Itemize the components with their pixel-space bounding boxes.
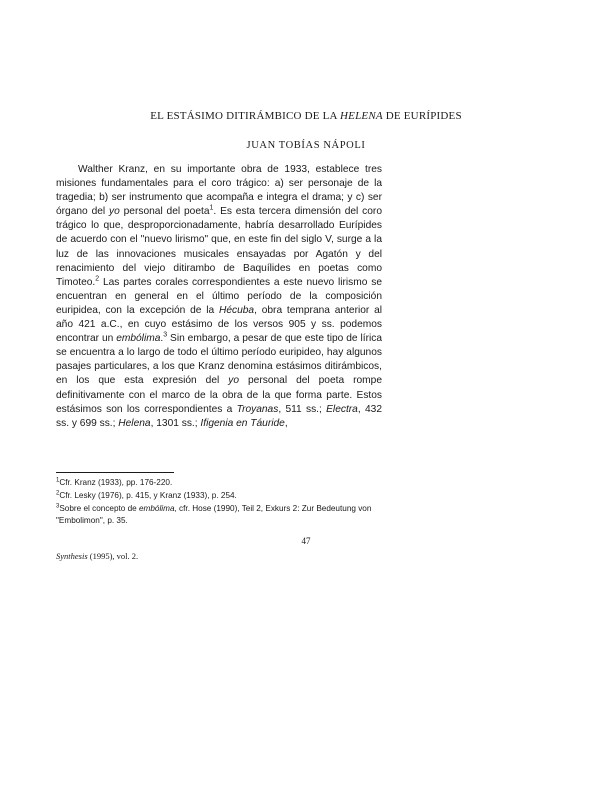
italic-run: Helena xyxy=(118,417,151,429)
journal-info: (1995), vol. 2. xyxy=(87,551,139,561)
title-italic-text: HELENA xyxy=(340,110,383,122)
journal-citation xyxy=(56,551,138,561)
italic-run: Hécuba xyxy=(218,304,255,316)
footnotes xyxy=(56,477,386,528)
text-run: , xyxy=(284,417,288,429)
text-run: , 1301 ss.; xyxy=(150,417,201,429)
text-run: Las partes corales correspondientes a este nuevo lirismo se encuentran en general en el último período de la composición euripidea, con la excepción de la xyxy=(56,276,382,316)
body-paragraph xyxy=(56,163,382,431)
body-text xyxy=(56,163,382,431)
italic-run: embólima xyxy=(116,333,161,345)
journal-name: Synthesis xyxy=(56,551,88,561)
footnote-text: Cfr. Lesky (1976), p. 415, y Kranz (1933), p. 254. xyxy=(59,491,237,500)
text-run: , 432 ss. y 699 ss.; xyxy=(56,403,382,429)
footnote-item xyxy=(56,490,386,502)
title-text: EL ESTÁSIMO DITIRÁMBICO DE LA xyxy=(150,110,341,122)
italic-run: yo xyxy=(109,206,120,218)
footnote-number: 2 xyxy=(56,490,60,497)
text-run: , 511 ss.; xyxy=(278,403,327,415)
italic-run: Electra xyxy=(326,403,358,415)
text-run: . Es esta tercera dimensión del coro trágico lo que, desproporcionadamente, habría desarrollado Eurípides de acuerdo con el "nuevo lirismo" que, en este fin del siglo V, surge a la luz de las innovaciones musicales ensayadas por Agatón y del renacimiento del viejo ditirambo de Baquílides en poetas como Timoteo. xyxy=(56,206,382,288)
article-author: JUAN TOBÍAS NÁPOLI xyxy=(246,140,366,151)
text-run: . xyxy=(160,333,164,345)
footnote-text: , cfr. Hose (1990), Teil 2, Exkurs 2: Zur Bedeutung von "Embolimon", p. 35. xyxy=(56,504,372,525)
text-run: personal del poeta rompe definitivamente con el marco de la obra de la que forma parte. Estos estásimos son los correspondientes a xyxy=(56,375,382,415)
text-run: Sin embargo, a pesar de que este tipo de lírica se encuentra a lo largo de todo el último período euripideo, hay algunos pasajes particulares, a los que Kranz denomina estásimos ditirámbicos, en los que esta expresión del xyxy=(56,333,382,387)
footnote-ref: 3 xyxy=(163,331,168,339)
text-run: , obra temprana anterior al año 421 a.C., en cuyo estásimo de los versos 905 y ss. podemos encontrar un xyxy=(56,304,382,345)
text-run: Walther Kranz, en su importante obra de 1933, establece tres misiones fundamentales para el coro trágico: a) ser personaje de la tragedia; b) ser instrumento que acompaña e integra el drama; y c) ser órgano del xyxy=(56,164,382,218)
page-number: 47 xyxy=(301,536,311,546)
footnote-number: 3 xyxy=(56,503,60,510)
footnote-number: 1 xyxy=(56,477,60,484)
article-title xyxy=(0,110,612,122)
footnote-divider xyxy=(56,472,174,473)
footnote-italic-text: embólima xyxy=(139,504,175,513)
footnote-text: Sobre el concepto de xyxy=(59,504,139,513)
italic-run: Troyanas xyxy=(236,403,279,415)
footnote-ref: 1 xyxy=(209,204,214,212)
footnote-item xyxy=(56,503,386,527)
footnote-item xyxy=(56,477,386,489)
footnote-ref: 2 xyxy=(95,275,100,283)
title-text-end: DE EURÍPIDES xyxy=(382,110,462,122)
italic-run: yo xyxy=(228,375,240,387)
italic-run: Ifigenia en Táuride xyxy=(200,417,285,429)
text-run: personal del poeta xyxy=(119,206,210,218)
footnote-text: Cfr. Kranz (1933), pp. 176-220. xyxy=(59,478,173,487)
